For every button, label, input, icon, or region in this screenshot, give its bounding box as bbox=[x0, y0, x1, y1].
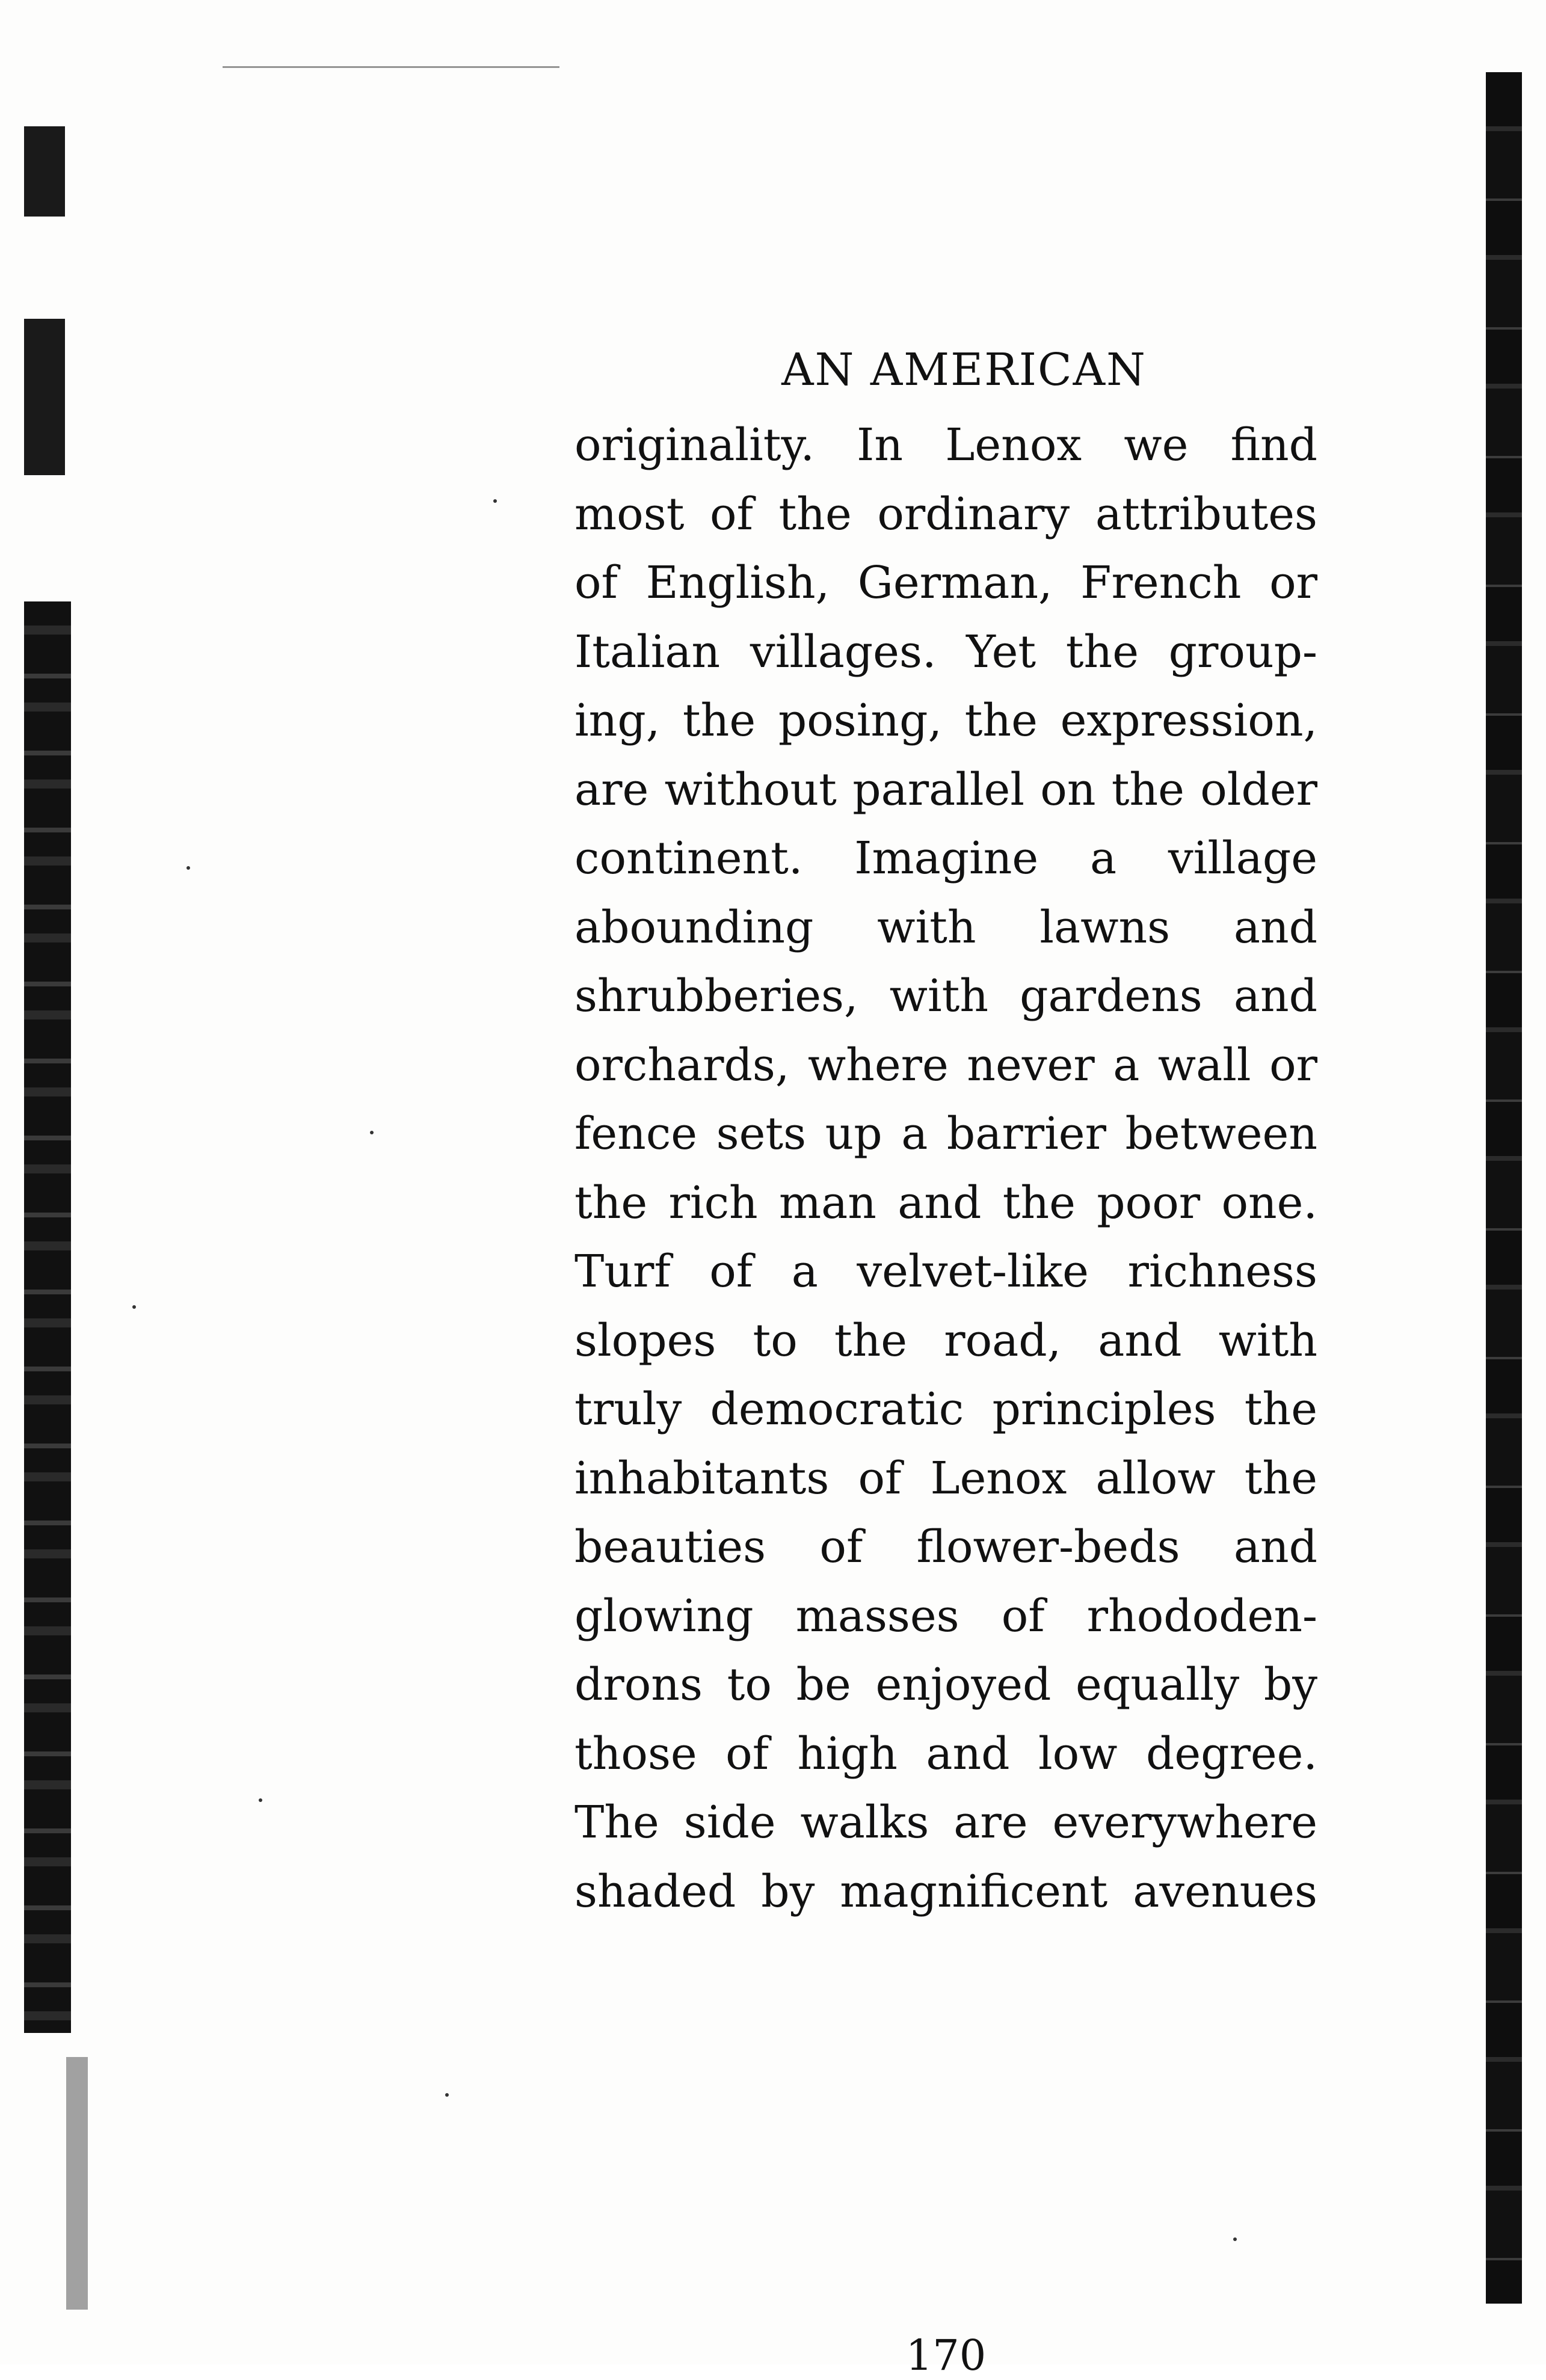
scan-artifact-left-edge bbox=[66, 2057, 88, 2310]
text-block bbox=[574, 340, 1317, 2380]
text-line: abounding with lawns and bbox=[574, 901, 1317, 953]
text-line: Italian villages. Yet the group- bbox=[574, 626, 1317, 678]
scan-speck bbox=[186, 866, 190, 870]
text-line: fence sets up a barrier between bbox=[574, 1108, 1317, 1160]
text-line: most of the ordinary attributes bbox=[574, 488, 1317, 540]
scan-speck bbox=[370, 1131, 374, 1134]
text-line: ing, the posing, the expression, bbox=[574, 695, 1317, 746]
text-line: the rich man and the poor one. bbox=[574, 1176, 1317, 1229]
scan-speck bbox=[445, 2093, 449, 2097]
text-line: orchards, where never a wall or bbox=[574, 1039, 1317, 1091]
text-line: Turf of a velvet-like richness bbox=[574, 1246, 1317, 1297]
scan-artifact-right-edge bbox=[1486, 72, 1522, 2304]
scan-artifact-left-edge bbox=[24, 126, 65, 217]
scan-speck bbox=[259, 1798, 262, 1802]
text-line: of English, German, French or bbox=[574, 557, 1317, 609]
text-line: drons to be enjoyed equally by bbox=[574, 1659, 1317, 1711]
scan-speck bbox=[132, 1305, 136, 1309]
text-line: inhabitants of Lenox allow the bbox=[574, 1452, 1317, 1504]
text-line: are without parallel on the older bbox=[574, 763, 1317, 816]
scan-artifact-top-line bbox=[223, 66, 559, 68]
body-text bbox=[574, 411, 1317, 1926]
text-line: truly democratic principles the bbox=[574, 1383, 1317, 1435]
text-line: slopes to the road, and with bbox=[574, 1314, 1317, 1367]
page-number: 170 bbox=[905, 2331, 987, 2380]
scan-speck bbox=[1233, 2237, 1237, 2241]
scan-artifact-left-edge bbox=[24, 319, 65, 475]
text-line: those of high and low degree. bbox=[574, 1727, 1317, 1780]
text-line: glowing masses of rhododen- bbox=[574, 1590, 1317, 1642]
text-line: shrubberies, with gardens and bbox=[574, 970, 1317, 1022]
text-line: beauties of flower-beds and bbox=[574, 1521, 1317, 1573]
scan-speck bbox=[493, 499, 497, 503]
running-head: AN AMERICAN bbox=[781, 344, 1147, 396]
text-line: The side walks are everywhere bbox=[574, 1797, 1317, 1848]
text-line: originality. In Lenox we find bbox=[574, 419, 1317, 471]
scan-artifact-left-edge bbox=[24, 601, 71, 2033]
text-line: shaded by magnificent avenues bbox=[574, 1865, 1317, 1917]
text-line: continent. Imagine a village bbox=[574, 832, 1317, 884]
